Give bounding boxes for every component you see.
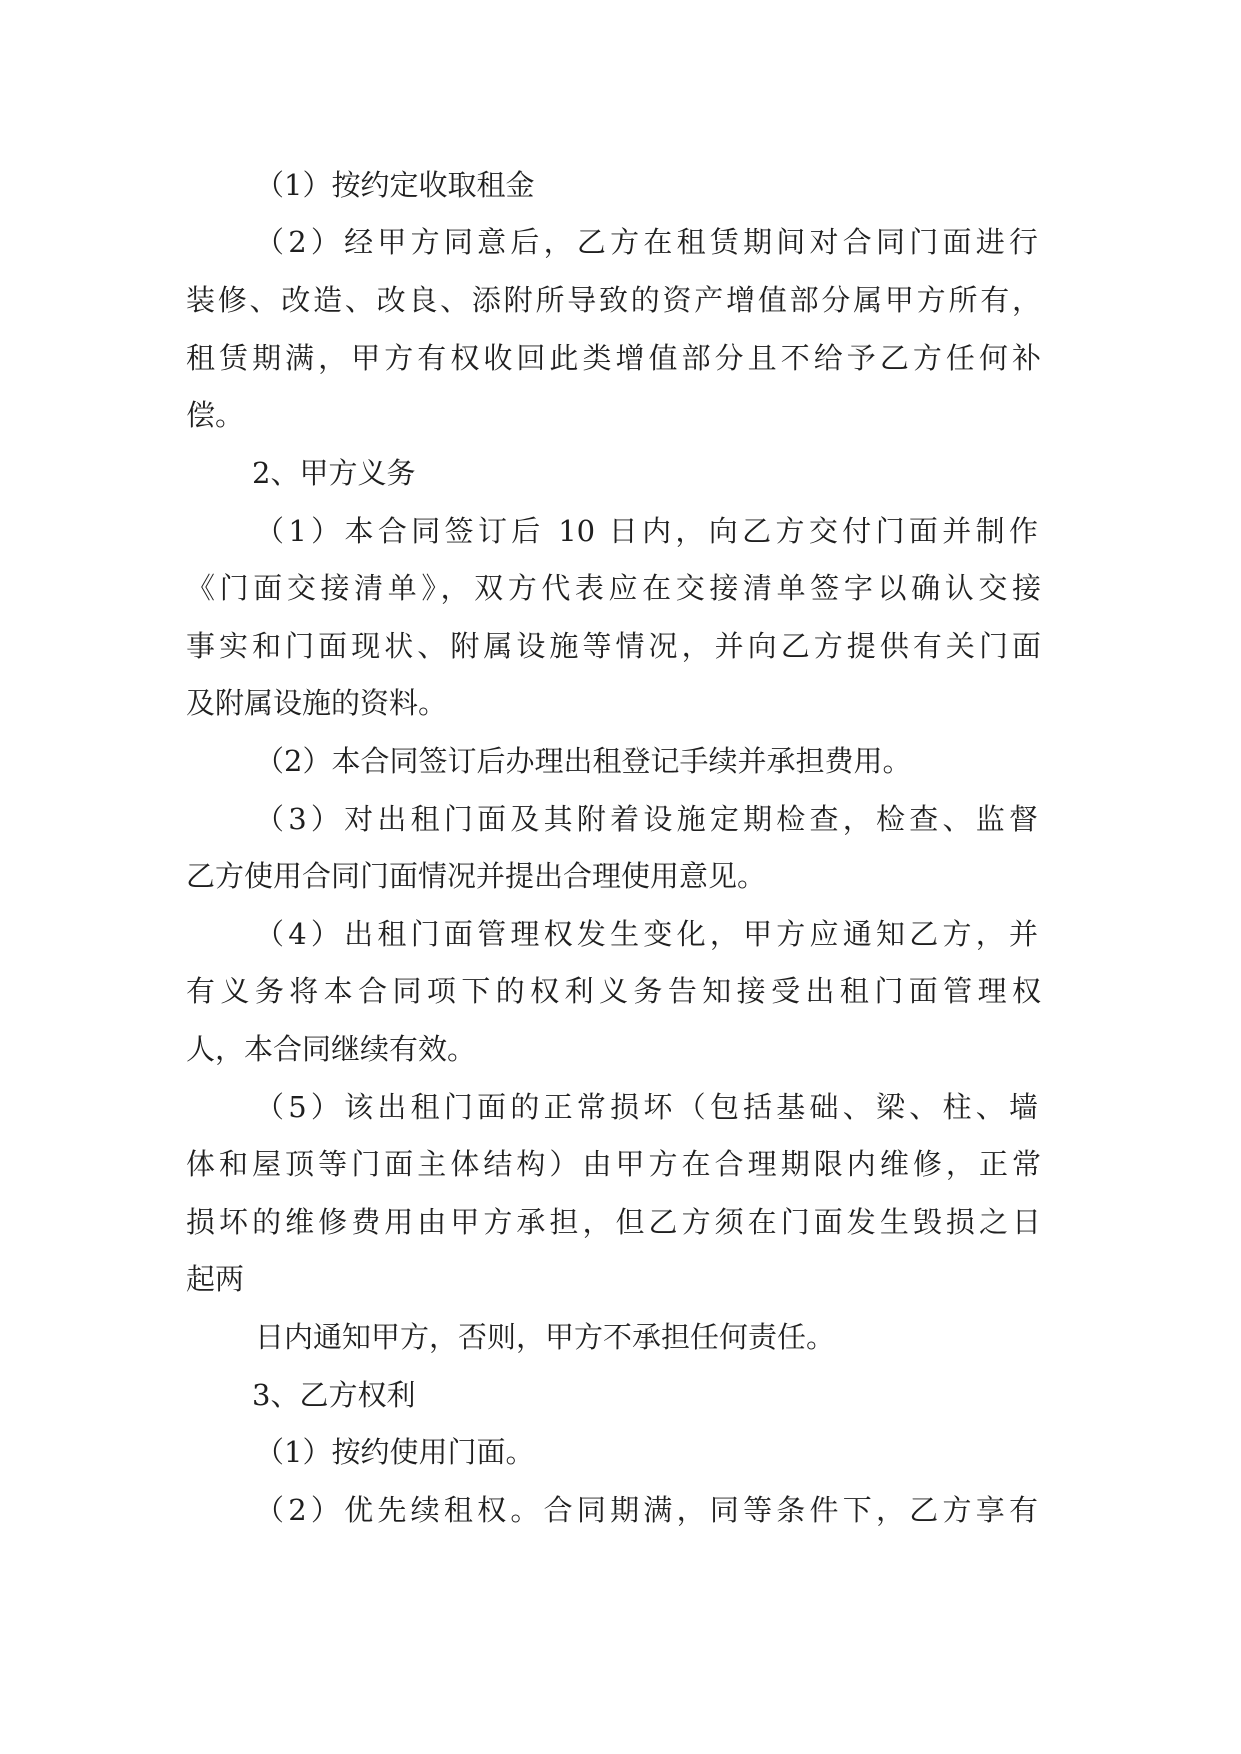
text-line: 人，本合同继续有效。 [186, 1032, 477, 1066]
text-line: 租赁期满，甲方有权收回此类增值部分且不给予乙方任何补 [186, 341, 1041, 375]
text-line: （1）按约定收取租金 [255, 168, 535, 202]
text-line: 偿。 [186, 398, 245, 432]
text-line: 有义务将本合同项下的权利义务告知接受出租门面管理权 [186, 974, 1041, 1008]
text-line: 乙方使用合同门面情况并提出合理使用意见。 [186, 859, 767, 893]
section-heading: 2、甲方义务 [252, 456, 416, 490]
text-line: （5）该出租门面的正常损坏（包括基础、梁、柱、墙 [255, 1090, 1038, 1124]
text-line: 日内通知甲方，否则，甲方不承担任何责任。 [255, 1320, 836, 1354]
text-line: 《门面交接清单》，双方代表应在交接清单签字以确认交接 [186, 571, 1041, 605]
text-line: 损坏的维修费用由甲方承担，但乙方须在门面发生毁损之日 [186, 1205, 1041, 1239]
text-line: 事实和门面现状、附属设施等情况，并向乙方提供有关门面 [186, 629, 1041, 663]
text-line: （1）按约使用门面。 [255, 1435, 535, 1469]
text-line: （1）本合同签订后 10 日内，向乙方交付门面并制作 [255, 514, 1038, 548]
text-line: （2）经甲方同意后，乙方在租赁期间对合同门面进行 [255, 225, 1038, 259]
text-line: 起两 [186, 1262, 245, 1296]
section-heading: 3、乙方权利 [252, 1378, 416, 1412]
text-line: （4）出租门面管理权发生变化，甲方应通知乙方，并 [255, 917, 1038, 951]
text-line: （2）本合同签订后办理出租登记手续并承担费用。 [255, 744, 912, 778]
text-line: 及附属设施的资料。 [186, 686, 448, 720]
text-line: （3）对出租门面及其附着设施定期检查，检查、监督 [255, 802, 1038, 836]
text-line: 装修、改造、改良、添附所导致的资产增值部分属甲方所有， [186, 283, 1041, 317]
text-line: （2）优先续租权。合同期满，同等条件下，乙方享有 [255, 1493, 1038, 1527]
text-line: 体和屋顶等门面主体结构）由甲方在合理期限内维修，正常 [186, 1147, 1041, 1181]
